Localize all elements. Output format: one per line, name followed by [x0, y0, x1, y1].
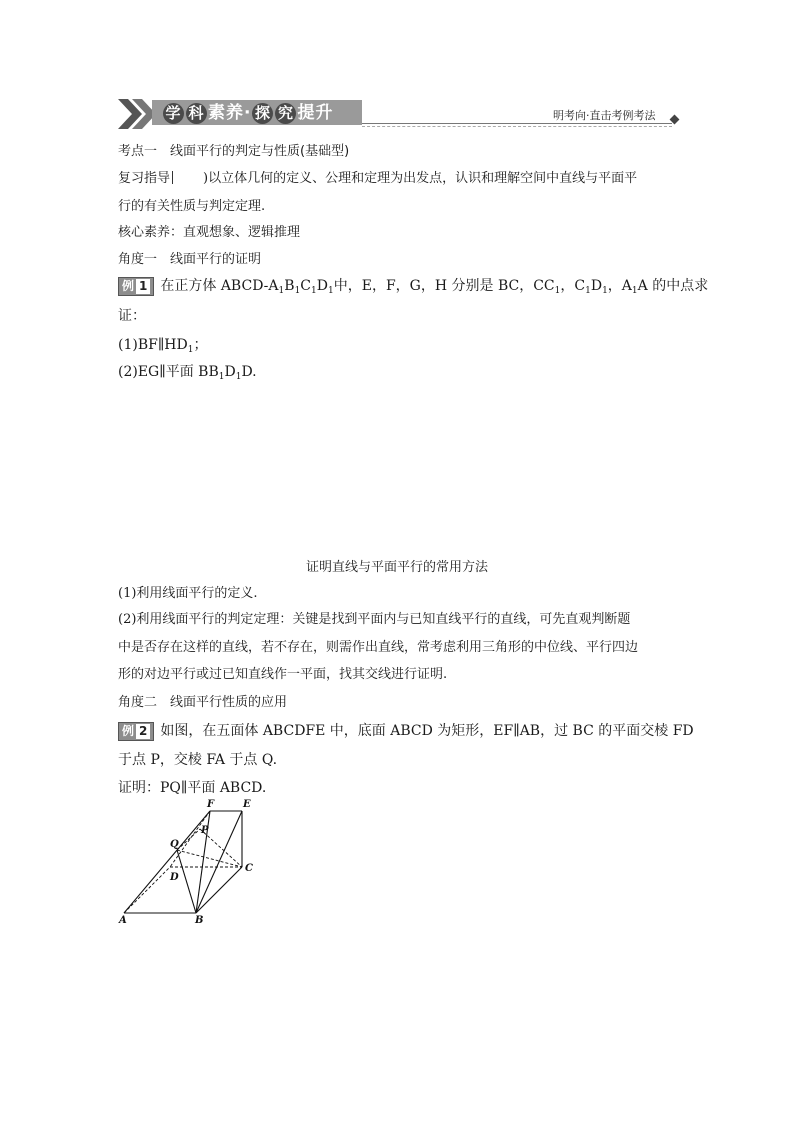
banner-char-1: 学: [163, 103, 184, 124]
edge-BQ: [177, 850, 196, 913]
edge-AD: [124, 867, 170, 913]
example1-line2: 证：: [118, 308, 146, 324]
example2-line2: 于点 P，交棱 FA 于点 Q.: [118, 752, 278, 768]
edge-BC: [196, 867, 242, 913]
label-A: A: [119, 915, 127, 926]
review-guide-text: )以立体几何的定义、公理和定理为出发点，认识和理解空间中直线与平面平: [203, 171, 638, 186]
method-2-line1: (2)利用线面平行的判定定理：关键是找到平面内与已知直线平行的直线，可先直观判断题: [118, 612, 631, 627]
example1-question1: $(1)BF\parallel HD_1$；: [118, 337, 208, 355]
methods-title: 证明直线与平面平行的常用方法: [305, 560, 488, 575]
banner-char-6: 提升: [297, 103, 334, 123]
header-rule: [362, 123, 672, 124]
method-1: (1)利用线面平行的定义.: [118, 586, 258, 601]
angle-two-title: 角度二 线面平行性质的应用: [118, 695, 288, 710]
review-guide-line2: 行的有关性质与判定定理.: [118, 199, 266, 214]
guide-blank: [172, 171, 203, 184]
review-guide: [118, 167, 637, 186]
banner-char-5: 究: [275, 103, 296, 124]
example2-tag: 例 2: [118, 722, 154, 741]
example1-line1: 例 1 在正方体 ABCD-$A_1B_1C_1D_1$中，E，F，G，H 分别是 BC，$CC_1$，$C_1D_1$，$A_1A$ 的中点求: [118, 275, 708, 296]
method-2-line3: 形的对边平行或过已知直线作一平面，找其交线进行证明.: [118, 667, 448, 682]
banner-char-3: 素养·: [208, 103, 252, 123]
label-F: F: [207, 799, 215, 810]
header-right-text: 明考向·直击考例考法: [553, 109, 656, 122]
label-D: D: [170, 872, 179, 883]
section-title: 考点一 线面平行的判定与性质(基础型): [118, 144, 350, 159]
banner-char-4: 探: [252, 103, 273, 124]
example2-proof: 证明：PQ∥平面 ABCD.: [118, 780, 267, 796]
label-P: P: [201, 825, 209, 836]
example2-line1: 例 2 如图，在五面体 ABCDFE 中，底面 ABCD 为矩形，EF∥AB，过 BC 的平面交棱 FD: [118, 720, 694, 741]
label-Q: Q: [170, 839, 179, 850]
label-B: B: [195, 915, 204, 926]
review-guide-label: 复习指导: [118, 171, 171, 186]
banner-char-2: 科: [186, 103, 207, 124]
label-E: E: [243, 799, 251, 810]
example1-tag: 例 1: [118, 277, 154, 296]
edge-AF: [124, 811, 210, 913]
pentahedron-figure: [112, 795, 272, 930]
method-2-line2: 中是否存在这样的直线，若不存在，则需作出直线，常考虑利用三角形的中位线、平行四边: [118, 640, 639, 655]
angle-one-title: 角度一 线面平行的证明: [118, 252, 262, 267]
label-C: C: [245, 863, 253, 874]
edge-QC: [177, 850, 242, 867]
core-literacy: 核心素养：直观想象、逻辑推理: [118, 225, 301, 240]
header-rule-dashed: [362, 126, 672, 127]
banner-title: [162, 101, 333, 125]
example1-question2: (2)EG∥平面 $BB_1D_1D$.: [118, 364, 257, 382]
